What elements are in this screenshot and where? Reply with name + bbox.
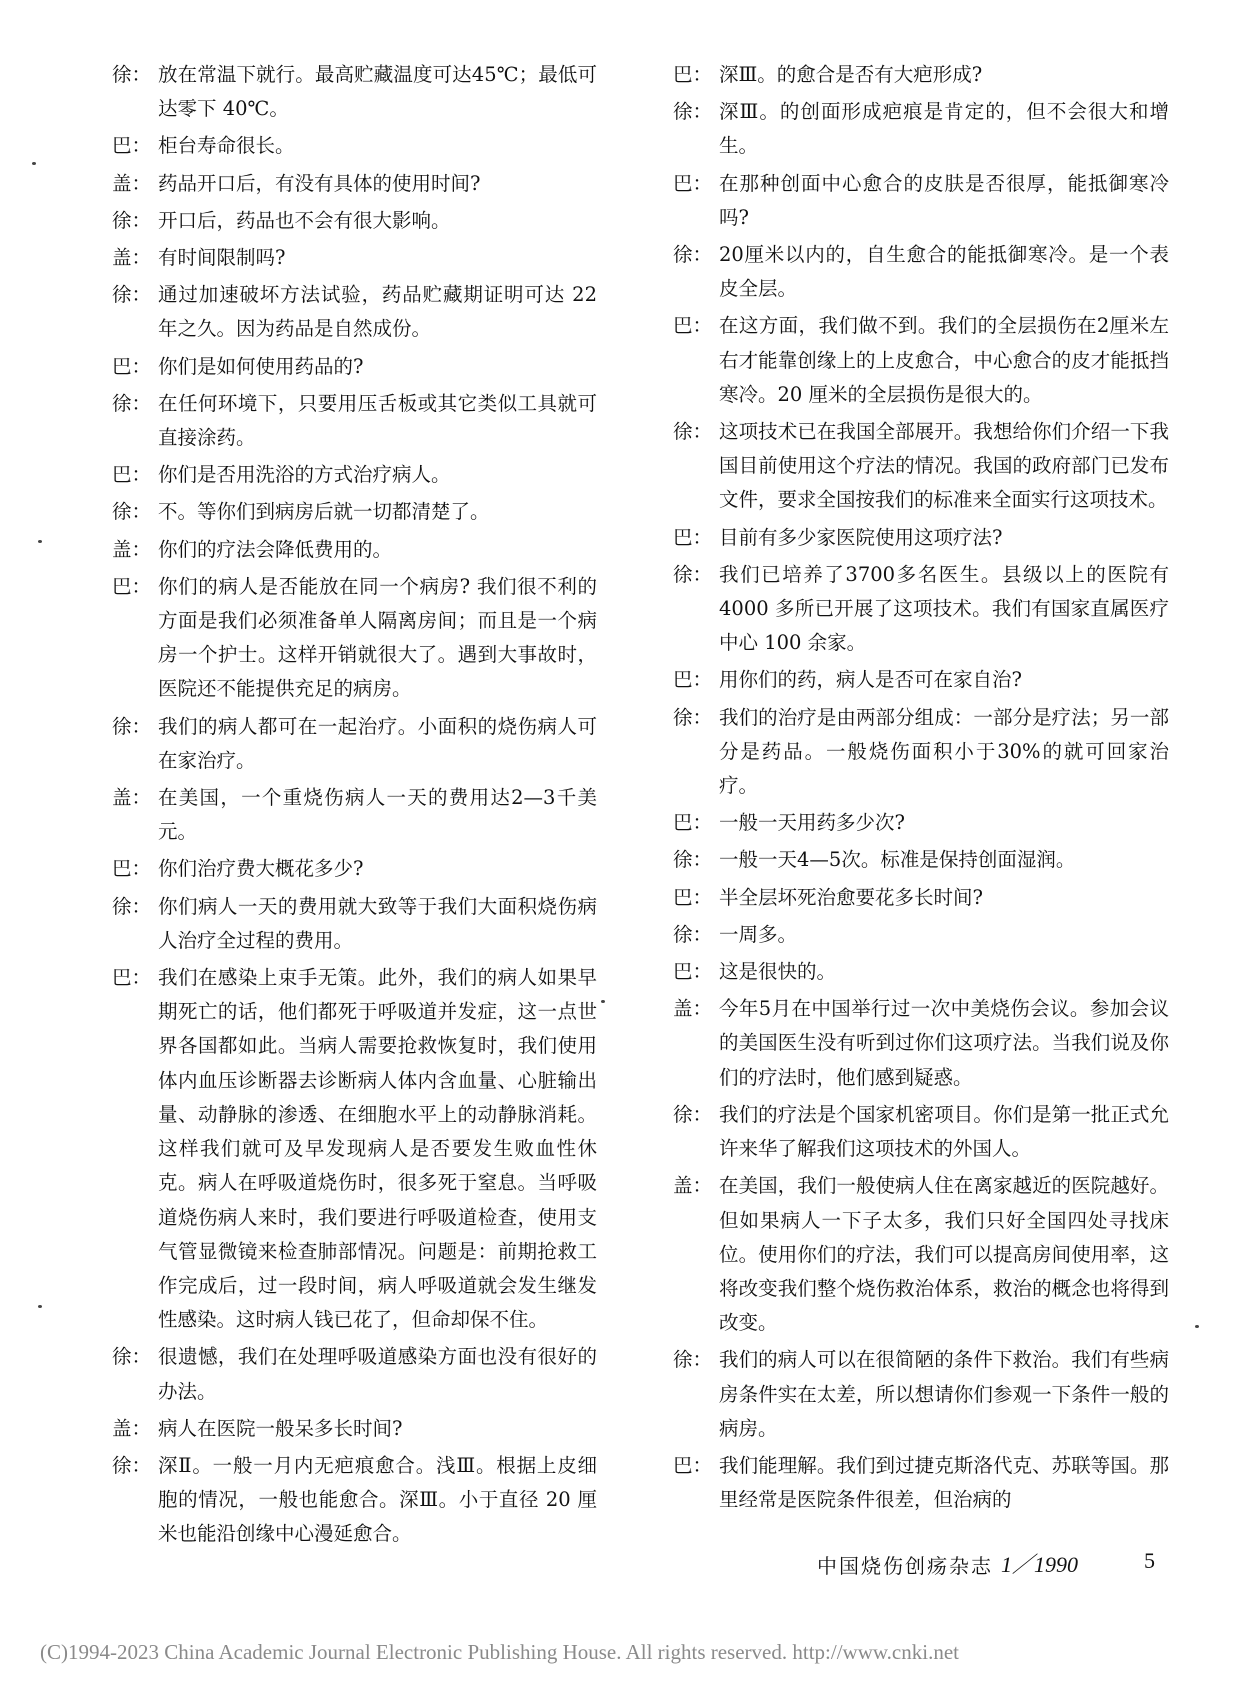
- dialogue-entry: [112, 710, 597, 778]
- speaker-label: 巴：: [112, 574, 152, 598]
- dialogue-text: 通过加速破坏方法试验，药品贮藏期证明可达 22 年之久。因为药品是自然成份。: [158, 283, 597, 341]
- speaker-label: 徐：: [673, 562, 713, 586]
- dialogue-text: 一般一天用药多少次?: [719, 811, 905, 835]
- dialogue-text: 在美国，我们一般使病人住在离家越近的医院越好。但如果病人一下子太多，我们只好全国四处寻找床位。使用你们的疗法，我们可以提高房间使用率，这将改变我们整个烧伤救治体系，救治的概念也将得到改变。: [719, 1174, 1169, 1335]
- dialogue-entry: [112, 350, 597, 384]
- dialogue-entry: [673, 58, 1169, 92]
- dialogue-entry: [112, 533, 597, 567]
- dialogue-text: 半全层坏死治愈要花多长时间?: [719, 885, 983, 909]
- speaker-label: 徐：: [673, 848, 713, 872]
- dialogue-entry: [673, 167, 1169, 235]
- speaker-label: 巴：: [112, 966, 152, 990]
- dialogue-entry: [112, 1449, 597, 1552]
- scan-speck: [601, 1000, 605, 1003]
- scan-speck: [38, 540, 42, 543]
- speaker-label: 巴：: [673, 525, 713, 549]
- dialogue-text: 柜台寿命很长。: [158, 134, 295, 158]
- dialogue-entry: [673, 95, 1169, 163]
- speaker-label: 盖：: [112, 1416, 152, 1440]
- dialogue-entry: [112, 1412, 597, 1446]
- scan-speck: [32, 162, 36, 165]
- dialogue-entry: [112, 781, 597, 849]
- dialogue-entry: [112, 1340, 597, 1408]
- speaker-label: 巴：: [673, 668, 713, 692]
- dialogue-text: 目前有多少家医院使用这项疗法?: [719, 525, 1003, 549]
- dialogue-entry: [112, 387, 597, 455]
- dialogue-entry: [112, 167, 597, 201]
- journal-name: 中国烧伤创疡杂志: [817, 1554, 993, 1578]
- dialogue-entry: [673, 238, 1169, 306]
- speaker-label: 徐：: [673, 420, 713, 444]
- dialogue-entry: [112, 129, 597, 163]
- speaker-label: 巴：: [112, 354, 152, 378]
- speaker-label: 盖：: [112, 246, 152, 270]
- right-column: [673, 58, 1169, 1520]
- dialogue-text: 在那种创面中心愈合的皮肤是否很厚，能抵御寒冷吗?: [719, 171, 1169, 229]
- dialogue-text: 在美国，一个重烧伤病人一天的费用达2—3千美元。: [158, 786, 597, 844]
- dialogue-entry: [673, 881, 1169, 915]
- speaker-label: 徐：: [112, 391, 152, 415]
- speaker-label: 徐：: [673, 922, 713, 946]
- speaker-label: 盖：: [673, 997, 713, 1021]
- dialogue-entry: [112, 204, 597, 238]
- speaker-label: 巴：: [112, 857, 152, 881]
- dialogue-entry: [112, 495, 597, 529]
- copyright-notice: (C)1994-2023 China Academic Journal Electronic Publishing House. All rights reserved. http://www.cnki.net: [40, 1640, 959, 1664]
- dialogue-entry: [673, 1098, 1169, 1166]
- dialogue-entry: [112, 852, 597, 886]
- dialogue-text: 你们的疗法会降低费用的。: [158, 537, 393, 561]
- dialogue-text: 深Ⅲ。的愈合是否有大疤形成?: [719, 63, 983, 86]
- speaker-label: 徐：: [112, 714, 152, 738]
- dialogue-text: 我们在感染上束手无策。此外，我们的病人如果早期死亡的话，他们都死于呼吸道并发症，这一点世界各国都如此。当病人需要抢救恢复时，我们使用体内血压诊断器去诊断病人体内含血量、心脏输出量、动静脉的渗透、在细胞水平上的动静脉消耗。这样我们就可及早发现病人是否要发生败血性休克。病人在呼吸道烧伤时，很多死于窒息。当呼吸道烧伤病人来时，我们要进行呼吸道检查，使用支气管显微镜来检查肺部情况。问题是：前期抢救工作完成后，过一段时间，病人呼吸道就会发生继发性感染。这时病人钱已花了，但命却保不住。: [158, 966, 597, 1332]
- dialogue-entry: [112, 278, 597, 346]
- left-column: [112, 58, 597, 1555]
- speaker-label: 巴：: [112, 463, 152, 487]
- page-number: 5: [1144, 1548, 1155, 1573]
- speaker-label: 徐：: [673, 1348, 713, 1372]
- speaker-label: 徐：: [112, 500, 152, 524]
- speaker-label: 巴：: [112, 134, 152, 158]
- dialogue-text: 病人在医院一般呆多长时间?: [158, 1416, 403, 1440]
- dialogue-entry: [112, 961, 597, 1337]
- dialogue-text: 放在常温下就行。最高贮藏温度可达45℃；最低可达零下 40℃。: [158, 63, 597, 121]
- dialogue-text: 不。等你们到病房后就一切都清楚了。: [158, 500, 490, 524]
- dialogue-entry: [673, 992, 1169, 1095]
- speaker-label: 巴：: [673, 811, 713, 835]
- dialogue-entry: [673, 701, 1169, 804]
- dialogue-text: 今年5月在中国举行过一次中美烧伤会议。参加会议的美国医生没有听到过你们这项疗法。当我们说及你们的疗法时，他们感到疑惑。: [719, 997, 1169, 1089]
- dialogue-text: 一周多。: [719, 922, 798, 946]
- dialogue-text: 一般一天4—5次。标准是保持创面湿润。: [719, 848, 1076, 872]
- speaker-label: 巴：: [673, 63, 713, 86]
- dialogue-text: 我们已培养了3700多名医生。县级以上的医院有 4000 多所已开展了这项技术。我们有国家直属医疗中心 100 余家。: [719, 562, 1169, 655]
- dialogue-entry: [673, 843, 1169, 877]
- dialogue-text: 很遗憾，我们在处理呼吸道感染方面也没有很好的办法。: [158, 1345, 597, 1403]
- dialogue-text: 药品开口后，有没有具体的使用时间?: [158, 171, 481, 195]
- dialogue-entry: [673, 558, 1169, 661]
- dialogue-text: 20厘米以内的，自生愈合的能抵御寒冷。是一个表皮全层。: [719, 243, 1169, 301]
- dialogue-text: 有时间限制吗?: [158, 246, 286, 270]
- speaker-label: 徐：: [673, 705, 713, 729]
- speaker-label: 徐：: [673, 1102, 713, 1126]
- speaker-label: 巴：: [673, 171, 713, 195]
- speaker-label: 巴：: [673, 1453, 713, 1477]
- dialogue-text: 你们的病人是否能放在同一个病房? 我们很不利的方面是我们必须准备单人隔离房间；而且是一个病房一个护士。这样开销就很大了。遇到大事故时，医院还不能提供充足的病房。: [158, 574, 597, 701]
- dialogue-entry: [673, 955, 1169, 989]
- dialogue-entry: [673, 1169, 1169, 1340]
- dialogue-text: 用你们的药，病人是否可在家自治?: [719, 668, 1022, 692]
- dialogue-text: 在这方面，我们做不到。我们的全层损伤在2厘米左右才能靠创缘上的上皮愈合，中心愈合的皮才能抵挡寒冷。20 厘米的全层损伤是很大的。: [719, 314, 1169, 406]
- dialogue-entry: [673, 309, 1169, 412]
- dialogue-entry: [673, 663, 1169, 697]
- dialogue-entry: [112, 58, 597, 126]
- dialogue-entry: [112, 890, 597, 958]
- dialogue-entry: [112, 241, 597, 275]
- dialogue-text: 我们能理解。我们到过捷克斯洛代克、苏联等国。那里经常是医院条件很差，但治病的: [719, 1453, 1169, 1512]
- dialogue-entry: [673, 521, 1169, 555]
- dialogue-entry: [673, 415, 1169, 518]
- dialogue-entry: [673, 806, 1169, 840]
- speaker-label: 徐：: [112, 283, 152, 307]
- scan-speck: [38, 1305, 42, 1308]
- dialogue-text: 你们是如何使用药品的?: [158, 354, 364, 378]
- dialogue-text: 我们的治疗是由两部分组成：一部分是疗法；另一部分是药品。一般烧伤面积小于30%的就可回家治疗。: [719, 705, 1169, 798]
- speaker-label: 徐：: [112, 208, 152, 232]
- dialogue-text: 我们的病人都可在一起治疗。小面积的烧伤病人可在家治疗。: [158, 714, 597, 772]
- speaker-label: 巴：: [673, 314, 713, 338]
- speaker-label: 盖：: [673, 1174, 713, 1198]
- speaker-label: 盖：: [112, 537, 152, 561]
- speaker-label: 巴：: [673, 885, 713, 909]
- dialogue-text: 我们的疗法是个国家机密项目。你们是第一批正式允许来华了解我们这项技术的外国人。: [719, 1102, 1169, 1161]
- dialogue-entry: [673, 1343, 1169, 1446]
- speaker-label: 巴：: [673, 960, 713, 984]
- dialogue-entry: [673, 1449, 1169, 1517]
- speaker-label: 徐：: [673, 243, 713, 267]
- dialogue-text: 深Ⅲ。的创面形成疤痕是肯定的，但不会很大和增生。: [719, 100, 1169, 158]
- dialogue-entry: [112, 570, 597, 707]
- dialogue-entry: [112, 458, 597, 492]
- dialogue-entry: [673, 918, 1169, 952]
- dialogue-text: 你们治疗费大概花多少?: [158, 857, 364, 881]
- scan-speck: [1195, 1325, 1199, 1328]
- speaker-label: 徐：: [112, 1345, 152, 1369]
- dialogue-text: 这是很快的。: [719, 960, 837, 984]
- dialogue-text: 你们是否用洗浴的方式治疗病人。: [158, 463, 451, 487]
- issue-number: 1／1990: [1001, 1552, 1079, 1577]
- dialogue-text: 深Ⅱ。一般一月内无疤痕愈合。浅Ⅲ。根据上皮细胞的情况，一般也能愈合。深Ⅲ。小于直径 20 厘米也能沿创缘中心漫延愈合。: [158, 1453, 597, 1546]
- speaker-label: 盖：: [112, 171, 152, 195]
- speaker-label: 徐：: [112, 63, 152, 86]
- speaker-label: 徐：: [112, 894, 152, 918]
- dialogue-text: 开口后，药品也不会有很大影响。: [158, 208, 451, 232]
- speaker-label: 盖：: [112, 786, 152, 810]
- dialogue-text: 你们病人一天的费用就大致等于我们大面积烧伤病人治疗全过程的费用。: [158, 894, 597, 952]
- speaker-label: 徐：: [673, 100, 713, 124]
- dialogue-text: 这项技术已在我国全部展开。我想给你们介绍一下我国目前使用这个疗法的情况。我国的政府部门已发布文件，要求全国按我们的标准来全面实行这项技术。: [719, 420, 1169, 512]
- speaker-label: 徐：: [112, 1453, 152, 1477]
- dialogue-text: 在任何环境下，只要用压舌板或其它类似工具就可直接涂药。: [158, 391, 597, 450]
- dialogue-text: 我们的病人可以在很简陋的条件下救治。我们有些病房条件实在太差，所以想请你们参观一下条件一般的病房。: [719, 1348, 1169, 1440]
